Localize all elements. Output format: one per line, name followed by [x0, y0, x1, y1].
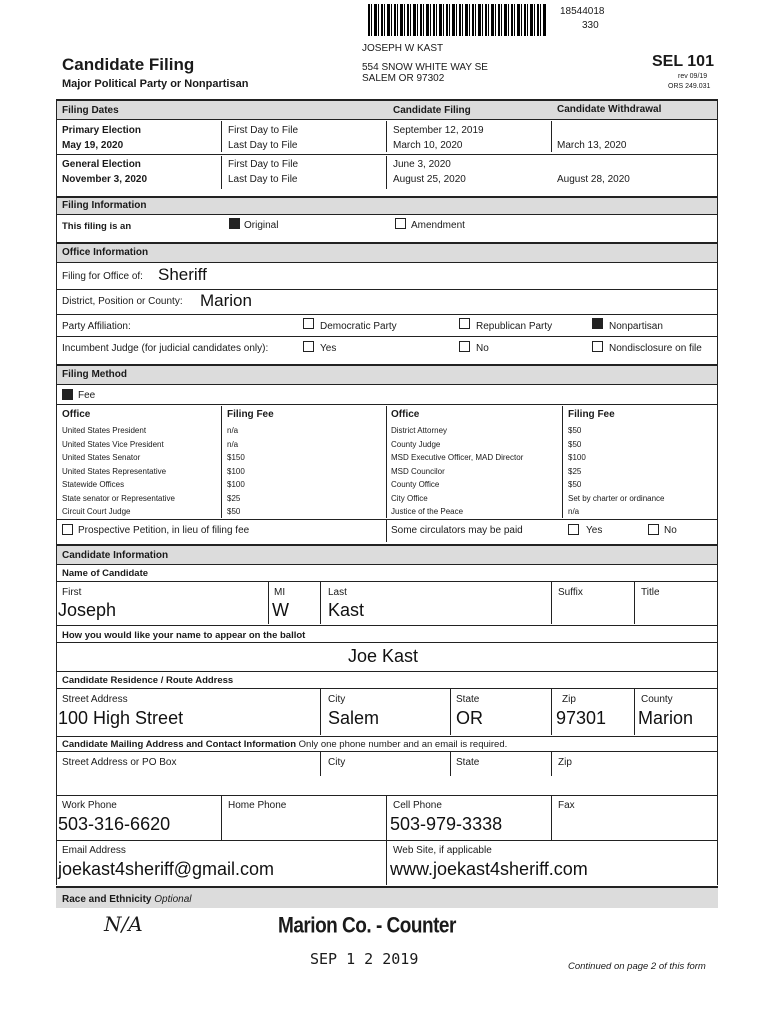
democratic-checkbox[interactable] — [303, 318, 314, 329]
mailing-city-label: City — [328, 757, 346, 768]
list-item: County Judge — [391, 439, 441, 449]
race-value[interactable]: N/A — [104, 912, 143, 936]
form-code: SEL 101 — [652, 53, 714, 70]
residence-header: Candidate Residence / Route Address — [62, 675, 234, 686]
suffix-label: Suffix — [558, 587, 583, 598]
nondisclosure-label: Nondisclosure on file — [609, 343, 702, 354]
petition-label: Prospective Petition, in lieu of filing fee — [78, 525, 250, 536]
amendment-checkbox[interactable] — [395, 218, 406, 229]
list-item: $100 — [227, 480, 245, 489]
office-value[interactable]: Sheriff — [158, 265, 207, 284]
incumbent-yes-checkbox[interactable] — [303, 341, 314, 352]
received-stamp-date: SEP 1 2 2019 — [310, 950, 419, 968]
last-name-value[interactable]: Kast — [328, 600, 365, 620]
race-optional: Optional — [154, 894, 192, 905]
list-item: City Office — [391, 493, 428, 503]
list-item: $50 — [568, 480, 582, 489]
circulators-yes-label: Yes — [586, 525, 603, 536]
list-item: State senator or Representative — [62, 493, 175, 503]
ballot-name-header: How you would like your name to appear on the ballot — [62, 630, 306, 641]
list-item: $100 — [568, 453, 586, 462]
list-item: Statewide Offices — [62, 480, 125, 489]
county-label: County — [641, 694, 673, 705]
zip-label: Zip — [562, 694, 576, 705]
incumbent-no-checkbox[interactable] — [459, 341, 470, 352]
list-item: United States Representative — [62, 466, 167, 476]
nonpartisan-checkbox[interactable] — [592, 318, 603, 329]
mi-value[interactable]: W — [272, 600, 289, 620]
office-information-header: Office Information — [62, 247, 149, 258]
email-value[interactable]: joekast4sheriff@gmail.com — [58, 859, 275, 879]
last-name-label: Last — [328, 587, 347, 598]
list-item: County Office — [391, 480, 440, 489]
circulators-no-checkbox[interactable] — [648, 524, 659, 535]
original-checkbox[interactable] — [229, 218, 240, 229]
right-office-list — [391, 424, 523, 519]
list-item: United States President — [62, 426, 147, 435]
amendment-label: Amendment — [411, 220, 465, 231]
list-item: Set by charter or ordinance — [568, 493, 665, 503]
street-label: Street Address — [62, 694, 128, 705]
first-name-value[interactable]: Joseph — [58, 600, 117, 620]
fee-label: Fee — [78, 390, 96, 401]
state-value[interactable]: OR — [456, 708, 483, 728]
district-value[interactable]: Marion — [200, 291, 252, 310]
circulators-no-label: No — [664, 525, 677, 536]
title-label: Title — [641, 587, 660, 598]
general-last-day-label: Last Day to File — [228, 174, 298, 185]
fee-checkbox[interactable] — [62, 389, 73, 400]
primary-election-date: May 19, 2020 — [62, 140, 124, 151]
republican-label: Republican Party — [476, 321, 553, 332]
barcode-sub: 330 — [582, 20, 599, 31]
race-label: Race and Ethnicity — [62, 894, 152, 905]
list-item: n/a — [568, 507, 580, 516]
list-item: $50 — [568, 439, 582, 449]
website-label: Web Site, if applicable — [393, 845, 492, 856]
petition-checkbox[interactable] — [62, 524, 73, 535]
city-value[interactable]: Salem — [328, 708, 380, 728]
list-item: $25 — [227, 493, 241, 503]
primary-last-day: March 10, 2020 — [393, 140, 463, 151]
left-fee-list — [227, 424, 245, 519]
list-item: MSD Executive Officer, MAD Director — [391, 453, 524, 462]
received-stamp-title: Marion Co. - Counter — [278, 914, 456, 939]
form-ors: ORS 249.031 — [668, 83, 711, 90]
office-col-left: Office — [62, 409, 91, 420]
state-label: State — [456, 694, 480, 705]
office-label: Filing for Office of: — [62, 271, 143, 282]
list-item: n/a — [227, 439, 239, 449]
list-item: Circuit Court Judge — [62, 507, 131, 516]
candidate-withdrawal-header: Candidate Withdrawal — [557, 104, 662, 115]
zip-value[interactable]: 97301 — [556, 708, 607, 728]
mailing-header-row — [62, 739, 507, 750]
incumbent-no-label: No — [476, 343, 489, 354]
general-election-date: November 3, 2020 — [62, 174, 148, 185]
work-phone-value[interactable]: 503-316-6620 — [58, 814, 171, 834]
office-col-right: Office — [391, 409, 420, 420]
mailing-zip-label: Zip — [558, 757, 572, 768]
general-first-day-label: First Day to File — [228, 159, 299, 170]
primary-election-label: Primary Election — [62, 125, 141, 136]
list-item: District Attorney — [391, 426, 448, 435]
candidate-label-address2: SALEM OR 97302 — [362, 73, 445, 84]
filing-dates-header: Filing Dates — [62, 105, 119, 116]
district-label: District, Position or County: — [62, 296, 183, 307]
general-withdraw-date: August 28, 2020 — [557, 174, 630, 185]
general-election-label: General Election — [62, 159, 141, 170]
mailing-note: Only one phone number and an email is required. — [298, 739, 508, 750]
website-value[interactable]: www.joekast4sheriff.com — [390, 859, 588, 879]
party-label: Party Affiliation: — [62, 321, 131, 332]
mi-label: MI — [274, 587, 286, 598]
nondisclosure-checkbox[interactable] — [592, 341, 603, 352]
mailing-header: Candidate Mailing Address and Contact Information — [62, 739, 296, 750]
fee-col-right: Filing Fee — [568, 409, 615, 420]
work-phone-label: Work Phone — [62, 800, 117, 811]
original-label: Original — [244, 220, 279, 231]
circulators-yes-checkbox[interactable] — [568, 524, 579, 535]
general-last-day: August 25, 2020 — [393, 174, 466, 185]
form-title: Candidate Filing — [62, 55, 195, 74]
democratic-label: Democratic Party — [320, 321, 397, 332]
cell-phone-label: Cell Phone — [393, 800, 442, 811]
county-value[interactable]: Marion — [638, 708, 694, 728]
list-item: $50 — [227, 507, 241, 516]
list-item: $50 — [568, 426, 582, 435]
list-item: Justice of the Peace — [391, 507, 464, 516]
list-item: MSD Councilor — [391, 466, 445, 476]
filing-type-label: This filing is an — [62, 221, 132, 232]
list-item: United States Vice President — [62, 439, 164, 449]
incumbent-label: Incumbent Judge (for judicial candidates only): — [62, 343, 269, 354]
right-fee-list — [568, 424, 665, 519]
form-subtitle: Major Political Party or Nonpartisan — [62, 78, 249, 90]
primary-last-day-label: Last Day to File — [228, 140, 298, 151]
form-rev: rev 09/19 — [678, 73, 708, 80]
mailing-state-label: State — [456, 757, 480, 768]
street-value[interactable]: 100 High Street — [58, 708, 184, 728]
general-first-day: June 3, 2020 — [393, 159, 451, 170]
primary-withdraw-date: March 13, 2020 — [557, 140, 627, 151]
barcode-number: 18544018 — [560, 6, 605, 17]
city-label: City — [328, 694, 346, 705]
ballot-name-value[interactable]: Joe Kast — [348, 646, 419, 666]
email-label: Email Address — [62, 845, 126, 856]
po-box-label: Street Address or PO Box — [62, 757, 177, 768]
list-item: n/a — [227, 426, 239, 435]
list-item: $100 — [227, 466, 245, 476]
list-item: $150 — [227, 453, 245, 462]
circulators-label: Some circulators may be paid — [391, 525, 523, 536]
fee-col-left: Filing Fee — [227, 409, 274, 420]
incumbent-yes-label: Yes — [320, 343, 337, 354]
nonpartisan-label: Nonpartisan — [609, 321, 663, 332]
list-item: $25 — [568, 466, 582, 476]
race-row — [62, 894, 192, 905]
fax-label: Fax — [558, 800, 575, 811]
home-phone-label: Home Phone — [228, 800, 287, 811]
primary-first-day: September 12, 2019 — [393, 125, 484, 136]
candidate-label-address1: 554 SNOW WHITE WAY SE — [362, 62, 488, 73]
cell-phone-value[interactable]: 503-979-3338 — [390, 814, 503, 834]
candidate-filing-header: Candidate Filing — [393, 105, 471, 116]
first-name-label: First — [62, 587, 82, 598]
filing-method-header: Filing Method — [62, 369, 127, 380]
candidate-information-header: Candidate Information — [62, 550, 169, 561]
candidate-name-header: Name of Candidate — [62, 568, 149, 579]
left-office-list — [62, 424, 175, 519]
primary-first-day-label: First Day to File — [228, 125, 299, 136]
republican-checkbox[interactable] — [459, 318, 470, 329]
continued-note: Continued on page 2 of this form — [568, 961, 706, 972]
barcode — [368, 4, 546, 36]
candidate-label-name: JOSEPH W KAST — [362, 43, 444, 54]
list-item: United States Senator — [62, 453, 141, 462]
filing-information-header: Filing Information — [62, 200, 147, 211]
